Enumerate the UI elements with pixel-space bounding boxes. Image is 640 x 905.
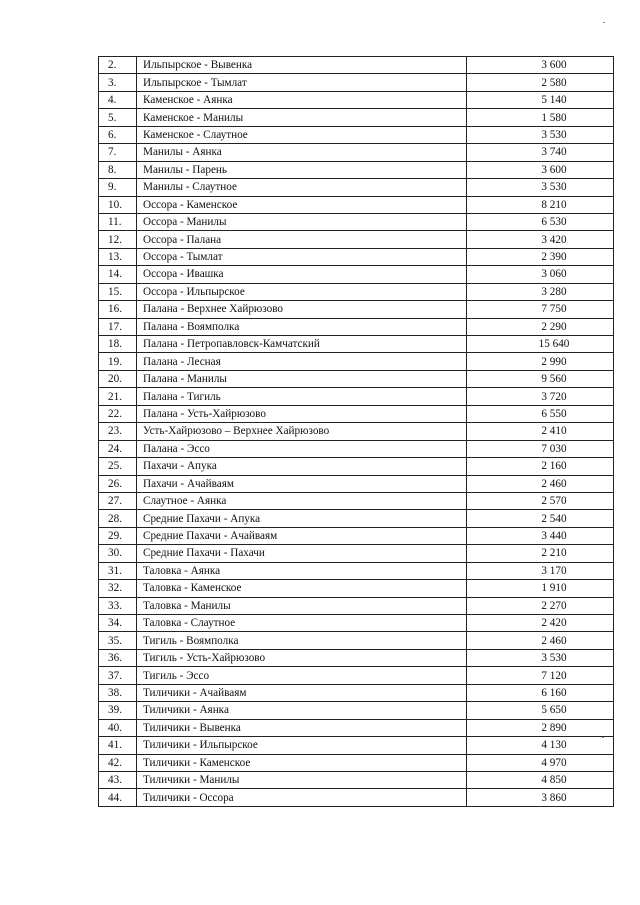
route-name: Ильпырское - Вывенка xyxy=(137,57,467,74)
route-value: 2 570 xyxy=(467,492,614,509)
row-number: 38. xyxy=(99,684,137,701)
route-name: Палана - Усть-Хайрюзово xyxy=(137,405,467,422)
route-value: 9 560 xyxy=(467,370,614,387)
table-row xyxy=(99,667,614,684)
row-number: 23. xyxy=(99,423,137,440)
row-number: 30. xyxy=(99,545,137,562)
table-row xyxy=(99,353,614,370)
table-row xyxy=(99,144,614,161)
row-number: 2. xyxy=(99,57,137,74)
route-name: Оссора - Палана xyxy=(137,231,467,248)
table-row xyxy=(99,615,614,632)
row-number: 20. xyxy=(99,370,137,387)
route-name: Тиличики - Оссора xyxy=(137,789,467,806)
route-value: 3 420 xyxy=(467,231,614,248)
table-row xyxy=(99,527,614,544)
row-number: 17. xyxy=(99,318,137,335)
table-row xyxy=(99,423,614,440)
table-row xyxy=(99,57,614,74)
table-row xyxy=(99,370,614,387)
route-name: Таловка - Манилы xyxy=(137,597,467,614)
route-name: Тиличики - Ачайваям xyxy=(137,684,467,701)
row-number: 44. xyxy=(99,789,137,806)
route-value: 2 160 xyxy=(467,458,614,475)
row-number: 11. xyxy=(99,213,137,230)
route-value: 3 600 xyxy=(467,161,614,178)
row-number: 43. xyxy=(99,771,137,788)
table-row xyxy=(99,492,614,509)
route-name: Манилы - Слаутное xyxy=(137,179,467,196)
table-row xyxy=(99,475,614,492)
table-row xyxy=(99,248,614,265)
table-row xyxy=(99,74,614,91)
route-name: Тиличики - Аянка xyxy=(137,702,467,719)
route-value: 6 160 xyxy=(467,684,614,701)
route-name: Палана - Тигиль xyxy=(137,388,467,405)
route-name: Оссора - Манилы xyxy=(137,213,467,230)
table-row xyxy=(99,109,614,126)
routes-table-body xyxy=(99,57,614,807)
route-value: 4 970 xyxy=(467,754,614,771)
route-name: Палана - Манилы xyxy=(137,370,467,387)
route-value: 8 210 xyxy=(467,196,614,213)
row-number: 25. xyxy=(99,458,137,475)
route-name: Тигиль - Эссо xyxy=(137,667,467,684)
row-number: 6. xyxy=(99,126,137,143)
route-name: Тигиль - Усть-Хайрюзово xyxy=(137,649,467,666)
route-name: Таловка - Каменское xyxy=(137,580,467,597)
row-number: 3. xyxy=(99,74,137,91)
route-value: 2 290 xyxy=(467,318,614,335)
route-name: Манилы - Парень xyxy=(137,161,467,178)
row-number: 31. xyxy=(99,562,137,579)
row-number: 33. xyxy=(99,597,137,614)
route-value: 3 440 xyxy=(467,527,614,544)
route-value: 2 420 xyxy=(467,615,614,632)
route-name: Оссора - Ивашка xyxy=(137,266,467,283)
route-value: 2 270 xyxy=(467,597,614,614)
route-value: 3 860 xyxy=(467,789,614,806)
route-value: 6 550 xyxy=(467,405,614,422)
route-name: Тигиль - Воямполка xyxy=(137,632,467,649)
row-number: 34. xyxy=(99,615,137,632)
table-row xyxy=(99,719,614,736)
route-value: 7 750 xyxy=(467,301,614,318)
route-name: Средние Пахачи - Апука xyxy=(137,510,467,527)
table-row xyxy=(99,580,614,597)
route-value: 2 990 xyxy=(467,353,614,370)
row-number: 18. xyxy=(99,336,137,353)
route-value: 2 890 xyxy=(467,719,614,736)
row-number: 4. xyxy=(99,91,137,108)
route-value: 5 650 xyxy=(467,702,614,719)
route-name: Пахачи - Ачайваям xyxy=(137,475,467,492)
table-row xyxy=(99,597,614,614)
row-number: 41. xyxy=(99,737,137,754)
table-row xyxy=(99,231,614,248)
row-number: 22. xyxy=(99,405,137,422)
row-number: 40. xyxy=(99,719,137,736)
table-row xyxy=(99,266,614,283)
row-number: 28. xyxy=(99,510,137,527)
route-value: 3 170 xyxy=(467,562,614,579)
table-row xyxy=(99,684,614,701)
route-name: Тиличики - Ильпырское xyxy=(137,737,467,754)
route-name: Ильпырское - Тымлат xyxy=(137,74,467,91)
table-row xyxy=(99,632,614,649)
table-row xyxy=(99,754,614,771)
route-name: Слаутное - Аянка xyxy=(137,492,467,509)
route-value: 2 580 xyxy=(467,74,614,91)
routes-table xyxy=(98,56,614,807)
table-row xyxy=(99,737,614,754)
table-row xyxy=(99,388,614,405)
route-value: 1 580 xyxy=(467,109,614,126)
table-row xyxy=(99,458,614,475)
route-name: Палана - Петропавловск-Камчатский xyxy=(137,336,467,353)
route-value: 6 530 xyxy=(467,213,614,230)
route-value: 3 740 xyxy=(467,144,614,161)
row-number: 8. xyxy=(99,161,137,178)
table-row xyxy=(99,161,614,178)
row-number: 12. xyxy=(99,231,137,248)
table-row xyxy=(99,301,614,318)
route-value: 3 280 xyxy=(467,283,614,300)
row-number: 32. xyxy=(99,580,137,597)
route-value: 3 720 xyxy=(467,388,614,405)
row-number: 10. xyxy=(99,196,137,213)
route-value: 2 410 xyxy=(467,423,614,440)
table-row xyxy=(99,545,614,562)
table-row xyxy=(99,196,614,213)
route-name: Оссора - Каменское xyxy=(137,196,467,213)
route-name: Палана - Воямполка xyxy=(137,318,467,335)
route-name: Манилы - Аянка xyxy=(137,144,467,161)
route-value: 3 060 xyxy=(467,266,614,283)
route-name: Каменское - Слаутное xyxy=(137,126,467,143)
route-value: 2 390 xyxy=(467,248,614,265)
table-row xyxy=(99,440,614,457)
route-value: 1 910 xyxy=(467,580,614,597)
route-value: 15 640 xyxy=(467,336,614,353)
row-number: 19. xyxy=(99,353,137,370)
route-name: Тиличики - Каменское xyxy=(137,754,467,771)
table-row xyxy=(99,318,614,335)
table-row xyxy=(99,649,614,666)
route-value: 3 530 xyxy=(467,179,614,196)
table-row xyxy=(99,283,614,300)
row-number: 39. xyxy=(99,702,137,719)
route-value: 5 140 xyxy=(467,91,614,108)
row-number: 24. xyxy=(99,440,137,457)
row-number: 37. xyxy=(99,667,137,684)
route-value: 4 850 xyxy=(467,771,614,788)
table-row xyxy=(99,213,614,230)
table-row xyxy=(99,789,614,806)
row-number: 26. xyxy=(99,475,137,492)
route-value: 2 460 xyxy=(467,475,614,492)
route-value: 2 460 xyxy=(467,632,614,649)
table-row xyxy=(99,405,614,422)
route-name: Оссора - Тымлат xyxy=(137,248,467,265)
row-number: 29. xyxy=(99,527,137,544)
row-number: 27. xyxy=(99,492,137,509)
route-value: 2 540 xyxy=(467,510,614,527)
route-name: Пахачи - Апука xyxy=(137,458,467,475)
route-name: Тиличики - Манилы xyxy=(137,771,467,788)
row-number: 16. xyxy=(99,301,137,318)
row-number: 14. xyxy=(99,266,137,283)
row-number: 15. xyxy=(99,283,137,300)
row-number: 35. xyxy=(99,632,137,649)
route-value: 7 030 xyxy=(467,440,614,457)
route-name: Палана - Лесная xyxy=(137,353,467,370)
scan-speck xyxy=(602,737,604,738)
route-name: Палана - Эссо xyxy=(137,440,467,457)
route-value: 2 210 xyxy=(467,545,614,562)
row-number: 42. xyxy=(99,754,137,771)
route-value: 7 120 xyxy=(467,667,614,684)
row-number: 36. xyxy=(99,649,137,666)
route-name: Каменское - Аянка xyxy=(137,91,467,108)
row-number: 9. xyxy=(99,179,137,196)
route-name: Тиличики - Вывенка xyxy=(137,719,467,736)
route-name: Таловка - Аянка xyxy=(137,562,467,579)
row-number: 21. xyxy=(99,388,137,405)
route-name: Средние Пахачи - Ачайваям xyxy=(137,527,467,544)
table-row xyxy=(99,562,614,579)
route-value: 3 530 xyxy=(467,126,614,143)
route-value: 3 530 xyxy=(467,649,614,666)
scan-speck xyxy=(603,22,605,23)
table-row xyxy=(99,771,614,788)
row-number: 5. xyxy=(99,109,137,126)
table-row xyxy=(99,510,614,527)
table-row xyxy=(99,179,614,196)
route-name: Палана - Верхнее Хайрюзово xyxy=(137,301,467,318)
route-name: Таловка - Слаутное xyxy=(137,615,467,632)
route-name: Каменское - Манилы xyxy=(137,109,467,126)
row-number: 7. xyxy=(99,144,137,161)
route-value: 4 130 xyxy=(467,737,614,754)
table-row xyxy=(99,91,614,108)
route-name: Оссора - Ильпырское xyxy=(137,283,467,300)
route-value: 3 600 xyxy=(467,57,614,74)
route-name: Средние Пахачи - Пахачи xyxy=(137,545,467,562)
route-name: Усть-Хайрюзово – Верхнее Хайрюзово xyxy=(137,423,467,440)
table-row xyxy=(99,702,614,719)
row-number: 13. xyxy=(99,248,137,265)
table-row xyxy=(99,126,614,143)
table-row xyxy=(99,336,614,353)
